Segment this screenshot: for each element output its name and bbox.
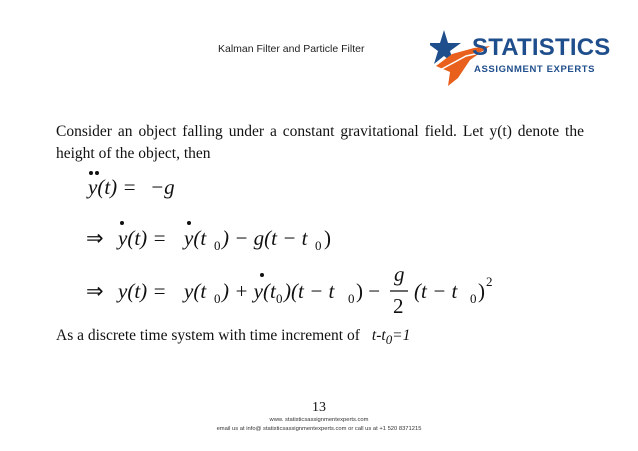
eq3-sub-2: 0 <box>276 291 283 306</box>
header-title: Kalman Filter and Particle Filter <box>218 43 365 55</box>
eq2-sub-1: 0 <box>214 238 221 253</box>
page-number: 13 <box>312 400 326 415</box>
eq2-close: ) <box>324 226 331 250</box>
eq3-term-1: y(t <box>184 279 207 303</box>
equation-2 <box>86 221 331 253</box>
increment-base: t-t <box>371 327 386 344</box>
eq3-sub-1: 0 <box>214 291 221 306</box>
equation-3 <box>86 262 493 318</box>
eq2-rhs-tail: ) − g(t − t <box>222 226 308 250</box>
eq1-lhs: y(t) = <box>88 175 137 199</box>
eq3-arrow: ⇒ <box>86 279 104 303</box>
intro-paragraph: Consider an object falling under a constant gravitational field. Let y(t) denote the height of the object, then <box>56 123 584 162</box>
time-increment <box>371 327 411 348</box>
footer-site: www. statisticsassignmentexperts.com <box>269 417 369 423</box>
logo-text-main: STATISTICS <box>472 34 611 61</box>
eq3-lhs: y(t) = <box>118 279 167 303</box>
eq2-rhs: y(t <box>184 226 207 250</box>
increment-sub: 0 <box>385 332 393 348</box>
logo-text-sub: ASSIGNMENT EXPERTS <box>474 64 596 75</box>
eq3-term-5: (t − t <box>414 279 458 303</box>
eq3-frac-den: 2 <box>393 294 404 318</box>
eq2-sub-2: 0 <box>315 238 322 253</box>
discrete-text: As a discrete time system with time increment of <box>56 327 360 344</box>
footer-contact: email us at info@ statisticsassignmentexperts.com or call us at +1 520 8371215 <box>216 426 422 432</box>
eq3-frac-num: g <box>394 262 405 286</box>
discrete-time-line <box>56 327 410 348</box>
brand-logo <box>430 26 610 86</box>
page-footer <box>0 400 638 434</box>
eq2-lhs: y(t) = <box>118 226 167 250</box>
eq2-arrow: ⇒ <box>86 226 104 250</box>
eq3-term-4: ) − <box>356 279 381 303</box>
eq3-term-2: ) + y(t <box>222 279 276 303</box>
eq3-term-3: )(t − t <box>284 279 335 303</box>
eq3-power: 2 <box>486 274 493 289</box>
increment-rest: =1 <box>392 327 411 344</box>
eq3-sub-3: 0 <box>348 291 355 306</box>
eq3-sub-4: 0 <box>470 291 477 306</box>
equation-1 <box>86 171 175 199</box>
eq3-term-6: ) <box>478 279 485 303</box>
page-header <box>0 0 638 100</box>
eq1-rhs: −g <box>150 175 175 199</box>
